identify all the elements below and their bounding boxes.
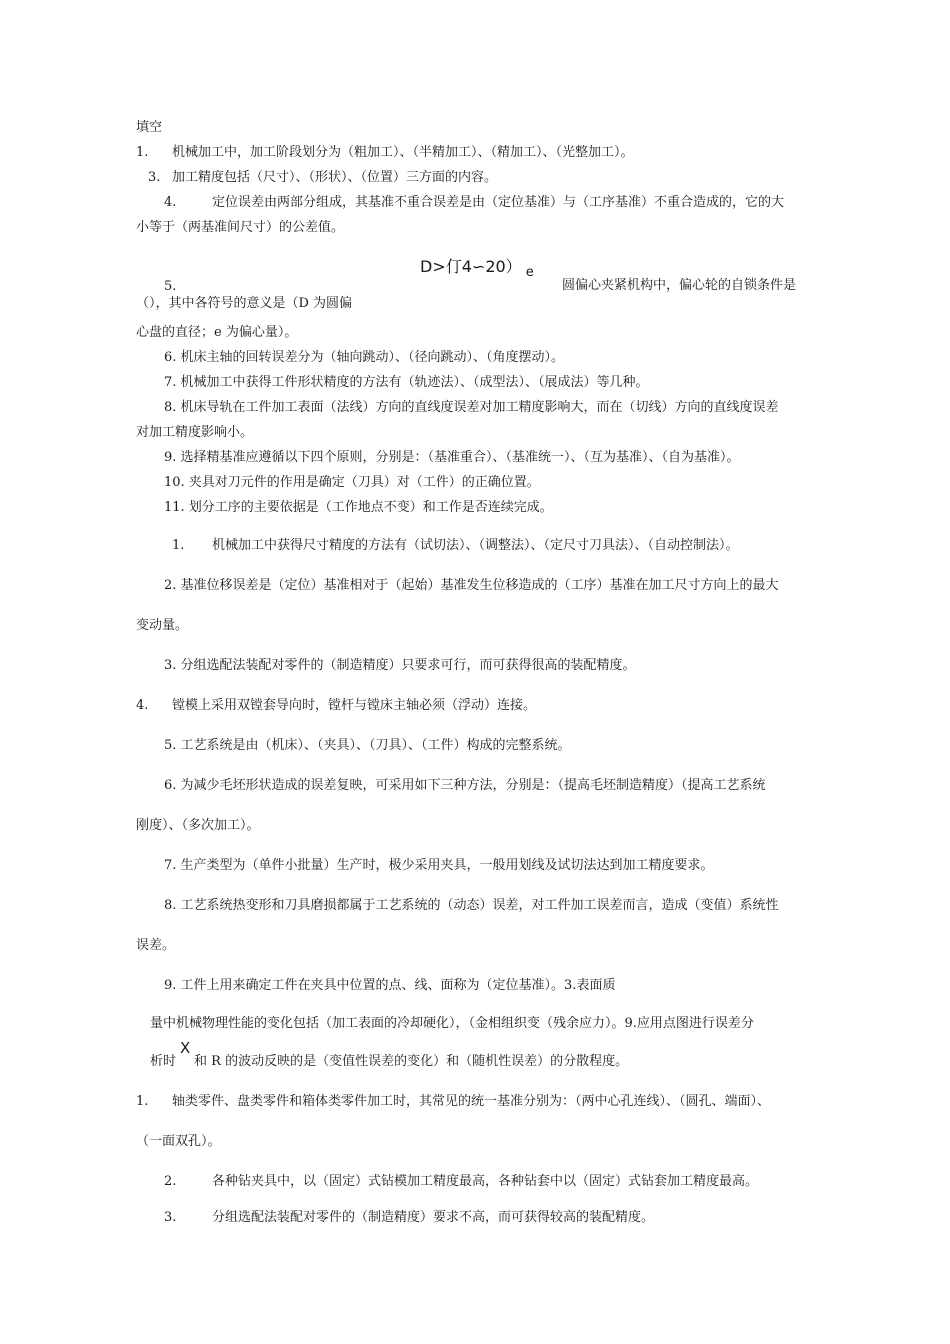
item-continuation: 量中机械物理性能的变化包括（加工表面的冷却硬化），（金相组织变（残余应力）。9.应用点图进行误差分 bbox=[150, 1016, 754, 1031]
item-number: 3. bbox=[148, 170, 161, 185]
item-number: 1. bbox=[136, 1094, 149, 1109]
item-continuation: 小等于（两基准间尺寸）的公差值。 bbox=[136, 220, 345, 235]
section-heading: 填空 bbox=[136, 120, 163, 135]
list-item: 9. 工件上用来确定工件在夹具中位置的点、线、面称为（定位基准）。3.表面质 bbox=[164, 978, 616, 993]
item-number: 1. bbox=[136, 145, 149, 160]
item-text: 圆偏心夹紧机构中，偏心轮的自锁条件是 bbox=[562, 278, 797, 293]
list-item: 8. 工艺系统热变形和刀具磨损都属于工艺系统的（动态）误差，对工件加工误差而言，造成（变值）系统性 bbox=[164, 898, 779, 913]
list-item: 9. 选择精基准应遵循以下四个原则，分别是：（基准重合）、（基准统一）、（互为基准）、（自为基准）。 bbox=[164, 450, 740, 465]
item-continuation: 误差。 bbox=[136, 938, 176, 953]
item-text: 析时 bbox=[150, 1054, 177, 1069]
eccentric-formula bbox=[420, 258, 534, 278]
list-item bbox=[172, 538, 739, 554]
item-text: 加工精度包括（尺寸）、（形状）、（位置）三方面的内容。 bbox=[172, 170, 498, 185]
list-item: 10. 夹具对刀元件的作用是确定（刀具）对（工件）的正确位置。 bbox=[164, 475, 540, 490]
item-continuation: （），其中各符号的意义是（D 为圆偏 bbox=[136, 296, 353, 311]
item-continuation: 刚度）、（多次加工）。 bbox=[136, 818, 260, 833]
item-number: 1. bbox=[172, 538, 185, 553]
list-item: 3. 分组选配法装配对零件的（制造精度）只要求可行，而可获得很高的装配精度。 bbox=[164, 658, 636, 673]
formula-main: D>仃4∽20） bbox=[420, 257, 522, 276]
list-item bbox=[148, 170, 497, 186]
item-number: 4. bbox=[164, 195, 177, 210]
list-item: 11. 划分工序的主要依据是（工作地点不变）和工作是否连续完成。 bbox=[164, 500, 553, 515]
item-text: 机械加工中，加工阶段划分为（粗加工）、（半精加工）、（精加工）、（光整加工）。 bbox=[172, 145, 634, 160]
list-item bbox=[164, 1210, 654, 1226]
list-item bbox=[164, 1174, 758, 1190]
list-item: 2. 基准位移误差是（定位）基准相对于（起始）基准发生位移造成的（工序）基准在加工尺寸方向上的最大 bbox=[164, 578, 779, 593]
item-number: 4. bbox=[136, 698, 149, 713]
item-text: 轴类零件、盘类零件和箱体类零件加工时，其常见的统一基准分别为：（两中心孔连线）、（圆孔、端面）、 bbox=[172, 1094, 771, 1109]
item-continuation bbox=[150, 1054, 628, 1070]
item-continuation: 心盘的直径；e 为偏心量）。 bbox=[136, 325, 298, 340]
list-item bbox=[136, 145, 634, 161]
item-number: 2. bbox=[164, 1174, 177, 1189]
item-text: 和 R 的波动反映的是（变值性误差的变化）和（随机性误差）的分散程度。 bbox=[194, 1054, 629, 1069]
item-number: 5. bbox=[164, 279, 177, 294]
item-text: 机械加工中获得尺寸精度的方法有（试切法）、（调整法）、（定尺寸刀具法）、（自动控制法）。 bbox=[212, 538, 739, 553]
item-number: 3. bbox=[164, 1210, 177, 1225]
list-item bbox=[164, 195, 784, 211]
list-item: 5. 工艺系统是由（机床）、（夹具）、（刀具）、（工件）构成的完整系统。 bbox=[164, 738, 571, 753]
list-item: 7. 生产类型为（单件小批量）生产时，极少采用夹具，一般用划线及试切法达到加工精度要求。 bbox=[164, 858, 714, 873]
item-continuation: 变动量。 bbox=[136, 618, 189, 633]
list-item: 8. 机床导轨在工件加工表面（法线）方向的直线度误差对加工精度影响大，而在（切线）方向的直线度误差 bbox=[164, 400, 779, 415]
list-item: 7. 机械加工中获得工件形状精度的方法有（轨迹法）、（成型法）、（展成法）等几种。 bbox=[164, 375, 649, 390]
x-bar-symbol: X bbox=[180, 1039, 191, 1057]
list-item bbox=[136, 1094, 770, 1110]
list-item: 6. 为减少毛坯形状造成的误差复映，可采用如下三种方法，分别是：（提高毛坯制造精度）（提高工艺系统 bbox=[164, 778, 766, 793]
formula-sub: e bbox=[525, 265, 534, 280]
item-continuation: 对加工精度影响小。 bbox=[136, 425, 254, 440]
item-text: 分组选配法装配对零件的（制造精度）要求不高，而可获得较高的装配精度。 bbox=[212, 1210, 655, 1225]
item-text: 各种钻夹具中，以（固定）式钻模加工精度最高，各种钻套中以（固定）式钻套加工精度最高。 bbox=[212, 1174, 759, 1189]
item-text: 镗模上采用双镗套导向时，镗杆与镗床主轴必须（浮动）连接。 bbox=[172, 698, 537, 713]
item-continuation: （一面双孔）。 bbox=[136, 1134, 221, 1149]
item-text: 定位误差由两部分组成，其基准不重合误差是由（定位基准）与（工序基准）不重合造成的，它的大 bbox=[212, 195, 785, 210]
list-item bbox=[136, 698, 536, 714]
list-item: 6. 机床主轴的回转误差分为（轴向跳动）、（径向跳动）、（角度摆动）。 bbox=[164, 350, 565, 365]
